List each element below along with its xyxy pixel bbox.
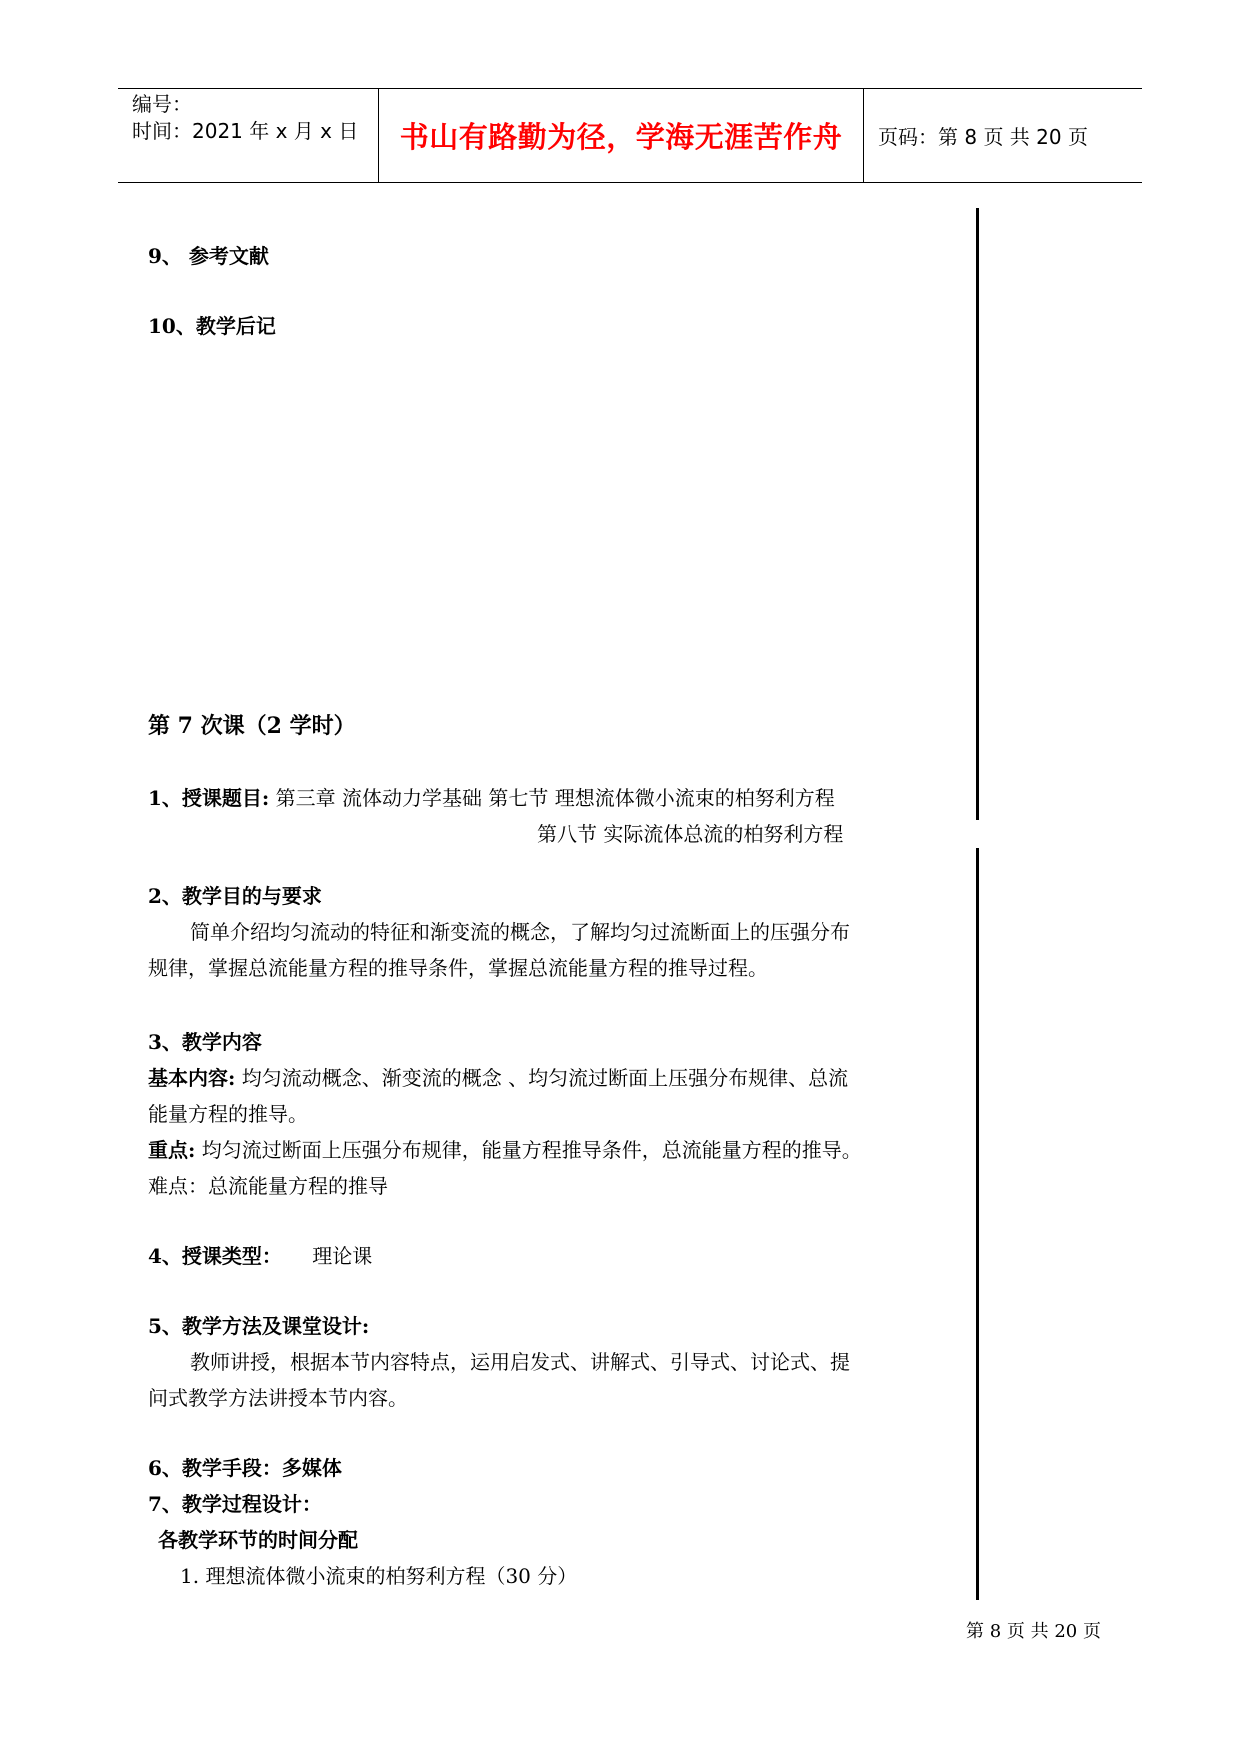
section-process: 7、教学过程设计： xyxy=(148,1492,322,1516)
methods-line1: 教师讲授，根据本节内容特点，运用启发式、讲解式、引导式、讨论式、提 xyxy=(190,1350,850,1374)
content-basic-text: 均匀流动概念、渐变流的概念 、均匀流过断面上压强分布规律、总流 xyxy=(241,1066,849,1090)
content-basic-label: 基本内容: xyxy=(148,1066,236,1090)
section-media: 6、教学手段：多媒体 xyxy=(148,1456,342,1480)
course-type-value: 理论课 xyxy=(312,1244,373,1268)
header-motto-cell xyxy=(378,89,864,182)
content-key-label: 重点: xyxy=(148,1138,196,1162)
document-date: 时间：2021 年 x 月 x 日 xyxy=(132,119,359,143)
course-topic-line2: 第八节 实际流体总流的柏努利方程 xyxy=(537,822,844,846)
methods-line2: 问式教学方法讲授本节内容。 xyxy=(148,1386,408,1410)
section-references: 9、 参考文献 xyxy=(148,244,269,268)
course-topic-line1: 第三章 流体动力学基础 第七节 理想流体微小流束的柏努利方程 xyxy=(275,786,835,810)
section-teaching-notes: 10、教学后记 xyxy=(148,314,276,338)
objectives-line2: 规律，掌握总流能量方程的推导条件，掌握总流能量方程的推导过程。 xyxy=(148,956,768,980)
header-page-number: 页码：第 8 页 共 20 页 xyxy=(878,125,1088,149)
content-key-points xyxy=(148,1137,862,1163)
objectives-line1: 简单介绍均匀流动的特征和渐变流的概念，了解均匀过流断面上的压强分布 xyxy=(190,920,850,944)
content-difficult-points: 难点：总流能量方程的推导 xyxy=(148,1174,388,1198)
document-number: 编号： xyxy=(132,92,192,116)
section-content: 3、教学内容 xyxy=(148,1030,262,1054)
course-type xyxy=(148,1243,372,1269)
page-header xyxy=(118,88,1142,183)
process-item-1: 1. 理想流体微小流束的柏努利方程（30 分） xyxy=(180,1564,578,1588)
section-objectives: 2、教学目的与要求 xyxy=(148,884,322,908)
lesson-title: 第 7 次课（2 学时） xyxy=(148,713,356,739)
content-key-text: 均匀流过断面上压强分布规律，能量方程推导条件，总流能量方程的推导。 xyxy=(201,1138,862,1162)
header-motto: 书山有路勤为径，学海无涯苦作舟 xyxy=(399,120,843,154)
course-topic xyxy=(148,785,835,811)
margin-line-upper xyxy=(976,208,979,820)
process-time-allocation: 各教学环节的时间分配 xyxy=(158,1528,358,1552)
course-topic-label: 1、授课题目: xyxy=(148,786,270,810)
page-footer: 第 8 页 共 20 页 xyxy=(966,1621,1101,1642)
course-type-label: 4、授课类型： xyxy=(148,1244,282,1268)
content-basic-line1 xyxy=(148,1065,848,1091)
section-methods: 5、教学方法及课堂设计: xyxy=(148,1314,370,1338)
margin-line-lower xyxy=(976,848,979,1600)
content-basic-line2: 能量方程的推导。 xyxy=(148,1102,308,1126)
